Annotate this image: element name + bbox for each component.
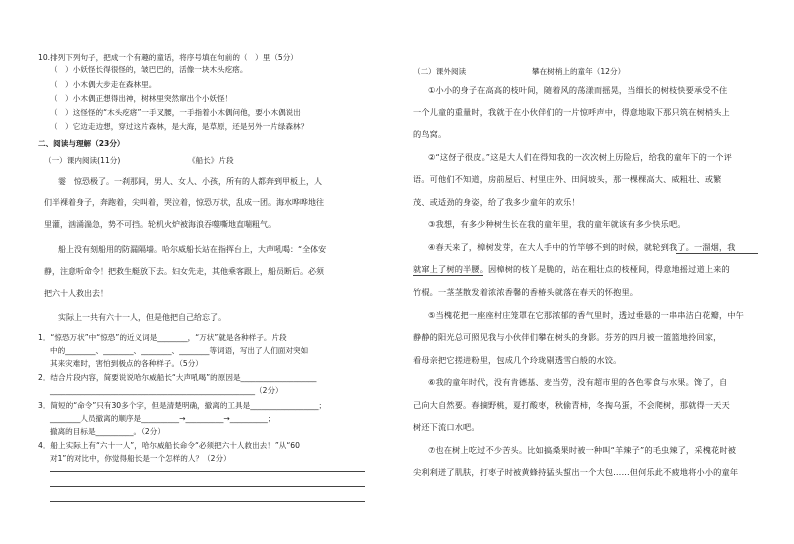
reading2-line-15: 己向大自然要。春摘野桃，夏打酸枣，秋偷青柿，冬掏乌蛋，不会爬树，那就得一天天 xyxy=(413,400,730,410)
reading1-para-4: 船上没有刻船用的防漏隔墙。哈尔威船长站在指挥台上，大声吼喝：“全体安 xyxy=(58,245,327,254)
reading2-label: （二）课外阅读 xyxy=(413,67,467,76)
q10-option-5: （ ）它边走边想，穿过这片森林，是大海，是草原，还是另外一片绿森林？ xyxy=(50,122,309,131)
reading2-line-6: 茂、或适劲的身姿，给了我多少童年的欢乐！ xyxy=(413,197,580,207)
question-1-line-3: 其来灾难时，害怕到极点的各种样子。（5分） xyxy=(50,359,203,368)
reading2-title: 攀在树梢上的童年（12分） xyxy=(532,67,626,76)
q10-option-2: （ ）小木偶大步走在森林里。 xyxy=(50,80,157,89)
reading2-line-7: ③我想，有多少种树生长在我的童年里，我的童年就该有多少快乐吧。 xyxy=(428,219,686,229)
question-4-line-2: 对1”的对比中，你觉得船长是一个怎样的人？（2分） xyxy=(50,454,231,463)
reading2-line-5: 语。可他们不知道，房前屋后、村里庄外、田间坡头，那一棵棵高大、威粗壮、或繁 xyxy=(413,174,722,184)
reading2-line-11: ⑤当槐花把一座座村庄笼罩在它那浓郁的香气里时，透过垂悬的一串串洁白花瓣，中午 xyxy=(428,310,744,320)
question-1-line-2: 中的________、________、________、________等词语，写出了人们面对突如 xyxy=(50,346,309,355)
reading1-label: （一）课内阅读(11分) xyxy=(44,156,121,165)
question-4-line-1: 4．船上实际上有“六十一人”，哈尔威船长命令“必须把六十人救出去！”从“60 xyxy=(38,441,300,450)
underline-1 xyxy=(676,253,758,254)
reading2-line-14: ⑥我的童年时代，没有肯德基、麦当劳，没有超市里的各色零食与水果。馋了，自 xyxy=(428,377,728,387)
reading1-para-3: 里灌，汹涌湍急，势不可挡。轮机火炉被海浪吞噬嘶地直喘粗气。 xyxy=(44,220,276,229)
reading2-line-18: 尖利利迸了肌肤，打枣子时被黄蜂持猛头蜇出一个大包……但何乐此不疲地将小小的童年 xyxy=(413,467,739,477)
question-3-line-1: 3．简短的“命令”只有30多个字，但是清楚明确，撤离的工具是__________________； xyxy=(38,401,327,410)
reading1-para-6: 把六十人救出去！ xyxy=(44,289,108,298)
question-3-line-2: ________人员撤离的顺序是__________→__________→__________； xyxy=(50,414,276,423)
question-3-line-3: 撤离的目标是__________。（2分） xyxy=(50,427,165,436)
q10-option-4: （ ）这怪怪的“木头疙瘩”一手叉腰，一手指着小木偶问他，要小木偶说出 xyxy=(50,108,301,117)
reading1-title: 《船长》片段 xyxy=(188,156,234,165)
reading2-line-17: ⑦也在树上吃过不少苦头。比如搞桑果时被一种叫“羊辣子”的毛虫辣了，采槐花时被 xyxy=(428,445,737,455)
reading1-para-5: 静，注意听命令！把救生艇放下去。妇女先走，其他乘客跟上，船员断后。必须 xyxy=(44,267,324,276)
question-1-line-1: 1．“惊恐万状”中“惊恐”的近义词是________，“万状”就是各种样子。片段 xyxy=(38,333,287,342)
reading1-para-2: 们半裸着身子，奔跑着，尖叫着，哭泣着，惊恐万状，乱成一团。海水哗哗地往 xyxy=(44,198,324,207)
reading2-line-13: 看母亲把它搓进粉里，包成几个玲珑剔透雪白般的水饺。 xyxy=(413,355,622,365)
reading2-line-9: 就窜上了树的半腰。因樟树的枝丫是脆的，站在粗壮点的枝桠间，得意地摇过道上来的 xyxy=(413,264,730,274)
reading2-line-1: ①小小的身子在高高的枝叶间，随着风的荡漾而摇晃，当细长的树枝快要承受不住 xyxy=(428,85,728,95)
answer-line-2 xyxy=(50,486,365,487)
reading2-line-8: ④春天来了，樟树发芽，在大人手中的竹竿够不到的时候，就轮到我了。一溜烟，我 xyxy=(428,242,736,252)
answer-line-1 xyxy=(50,471,365,472)
q10-option-1: （ ）小妖怪长得很怪的，皱巴巴的，活像一块木头疙瘩。 xyxy=(50,65,248,74)
answer-line-3 xyxy=(50,501,365,502)
reading1-para-1: 霎 惊恐极了。一刹那间，男人、女人、小孩，所有的人都奔到甲板上，人 xyxy=(58,177,322,186)
reading2-line-16: 树还下流口水吧。 xyxy=(413,422,480,432)
reading2-line-10: 竹棍。一茎茎散发着浓浓香馨的香椿头就落在春天的怀抱里。 xyxy=(413,287,639,297)
reading1-para-7: 实际上一共有六十一人，但是他把自己给忘了。 xyxy=(58,313,226,322)
reading2-line-4: ②“这伢子很皮。”这是大人们在得知我的一次次树上历险后，给我的童年下的一个评 xyxy=(428,152,732,162)
underline-2 xyxy=(413,275,483,276)
q10-title: 10.排列下列句子，把成一个有趣的童话，将序号填在句前的（ ）里（5分） xyxy=(38,53,298,62)
reading2-line-2: 一个儿童的重量时，我就于在小伙伴们的一片惊呼声中，得意地取下那只筑在树梢头上 xyxy=(413,107,730,117)
question-2-line-1: 2．结合片段内容，简要说说哈尔威船长“大声吼喝”的原因是____________________ xyxy=(38,373,317,382)
q10-option-3: （ ）小木偶正想得出神，树林里突然窜出个小妖怪！ xyxy=(50,94,233,103)
section2-heading: 二、阅读与理解（23分） xyxy=(38,139,125,148)
reading2-line-12: 静静的阳光总可照见我与小伙伴们攀在树头的身影。芬芳的四月被一篮篮地拎回家， xyxy=(413,332,722,342)
reading2-line-3: 的鸟窝。 xyxy=(413,129,447,139)
question-2-line-2: ______________________________________________________（2分） xyxy=(50,386,283,395)
